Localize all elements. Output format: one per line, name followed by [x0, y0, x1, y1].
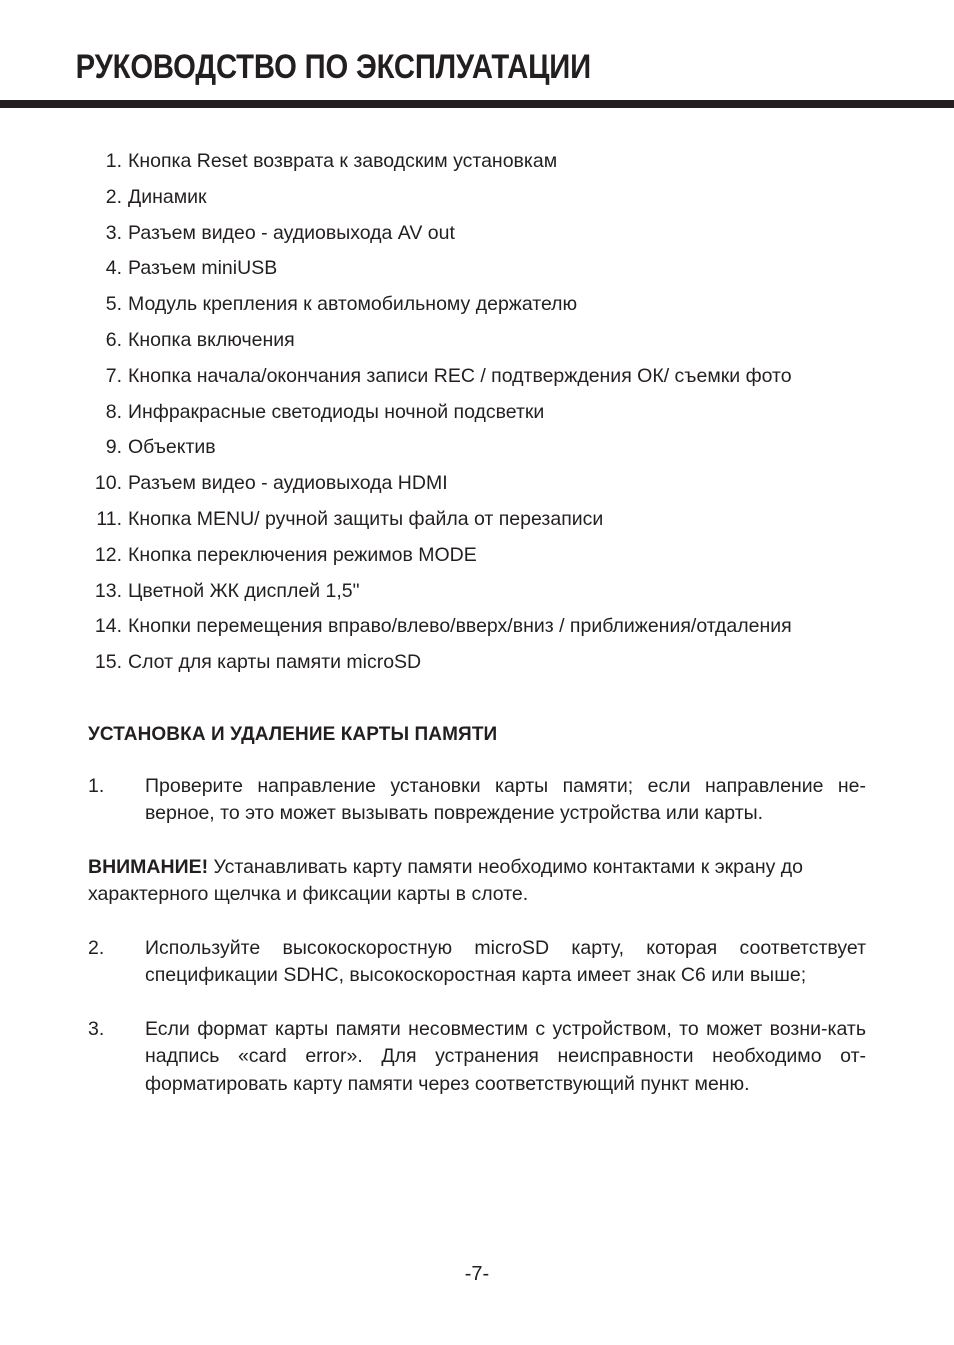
- list-item: [88, 401, 866, 437]
- list-item: [88, 651, 866, 687]
- list-item-number: 15.: [94, 651, 122, 674]
- list-item-number: 5.: [105, 293, 122, 316]
- list-item-number: 14.: [94, 615, 122, 638]
- list-item: [88, 365, 866, 401]
- page-footer: [0, 1262, 954, 1286]
- memory-card-steps: [88, 773, 866, 828]
- list-item-number: 11.: [96, 507, 122, 530]
- list-item: [88, 257, 866, 293]
- list-item-label: Цветной ЖК дисплей 1,5": [128, 579, 360, 602]
- list-item-label: Кнопка MENU/ ручной защиты файла от перезаписи: [128, 507, 604, 530]
- list-item-label: Разъем видео - аудиовыхода AV out: [128, 221, 455, 244]
- list-item-label: Объектив: [128, 436, 216, 459]
- list-item-number: 3.: [105, 221, 122, 244]
- list-item: [88, 436, 866, 472]
- caution-text: Устанавливать карту памяти необходимо контактами к экрану до характерного щелчка и фиксации карты в слоте.: [88, 855, 804, 906]
- procedure-step: [88, 773, 866, 828]
- caution-note: [88, 854, 866, 909]
- memory-card-steps-continued: [88, 935, 866, 1099]
- list-item-label: Кнопки перемещения вправо/влево/вверх/вниз / приближения/отдаления: [128, 615, 792, 638]
- page-header: [0, 0, 954, 88]
- parts-list: [88, 150, 866, 687]
- list-item-label: Разъем видео - аудиовыхода HDMI: [128, 472, 448, 495]
- list-item-label: Разъем miniUSB: [128, 257, 278, 280]
- list-item: [88, 580, 866, 616]
- list-item: [88, 615, 866, 651]
- list-item-number: 8.: [105, 400, 122, 423]
- list-item-number: 4.: [105, 257, 122, 280]
- list-item: [88, 508, 866, 544]
- page-number: -7-: [464, 1263, 490, 1285]
- list-item-number: 12.: [94, 543, 122, 566]
- list-item-label: Кнопка включения: [128, 328, 295, 351]
- page-title: РУКОВОДСТВО ПО ЭКСПЛУАТАЦИИ: [75, 48, 591, 86]
- list-item-number: 7.: [105, 364, 122, 387]
- step-text: Проверите направление установки карты памяти; если направление не-верное, то это может вызывать повреждение устройства или карты.: [145, 774, 866, 825]
- list-item: [88, 293, 866, 329]
- step-number: 2.: [88, 936, 105, 959]
- step-number: 3.: [88, 1017, 105, 1040]
- list-item-label: Динамик: [128, 185, 207, 208]
- list-item: [88, 150, 866, 186]
- list-item-label: Модуль крепления к автомобильному держателю: [128, 293, 578, 316]
- list-item-label: Инфракрасные светодиоды ночной подсветки: [128, 400, 545, 423]
- step-text: Используйте высокоскоростную microSD карту, которая соответствует спецификации SDHC, высокоскоростная карта имеет знак С6 или выше;: [145, 936, 866, 987]
- page-content: [88, 150, 866, 1098]
- list-item-label: Кнопка переключения режимов MODE: [128, 543, 477, 566]
- list-item-number: 9.: [105, 436, 122, 459]
- list-item-number: 6.: [105, 328, 122, 351]
- list-item: [88, 544, 866, 580]
- list-item-number: 2.: [105, 185, 122, 208]
- header-divider-rule: [0, 100, 954, 108]
- list-item-label: Кнопка Reset возврата к заводским установкам: [128, 150, 558, 172]
- caution-label: ВНИМАНИЕ!: [88, 855, 209, 878]
- step-number: 1.: [88, 774, 105, 797]
- list-item-label: Кнопка начала/окончания записи REC / подтверждения ОК/ съемки фото: [128, 364, 792, 387]
- section-heading-memory-card: УСТАНОВКА И УДАЛЕНИЕ КАРТЫ ПАМЯТИ: [88, 723, 498, 745]
- procedure-step: [88, 1016, 866, 1099]
- list-item-number: 13.: [94, 579, 122, 602]
- list-item: [88, 329, 866, 365]
- list-item-number: 1.: [105, 150, 122, 172]
- procedure-step: [88, 935, 866, 990]
- step-text: Если формат карты памяти несовместим с устройством, то может возни-кать надпись «card error». Для устранения неисправности необходимо от-форматировать карту памяти через соответствующий пункт меню.: [145, 1017, 866, 1095]
- list-item-number: 10.: [94, 472, 122, 495]
- list-item: [88, 472, 866, 508]
- list-item: [88, 186, 866, 222]
- list-item-label: Слот для карты памяти microSD: [128, 651, 422, 674]
- list-item: [88, 222, 866, 258]
